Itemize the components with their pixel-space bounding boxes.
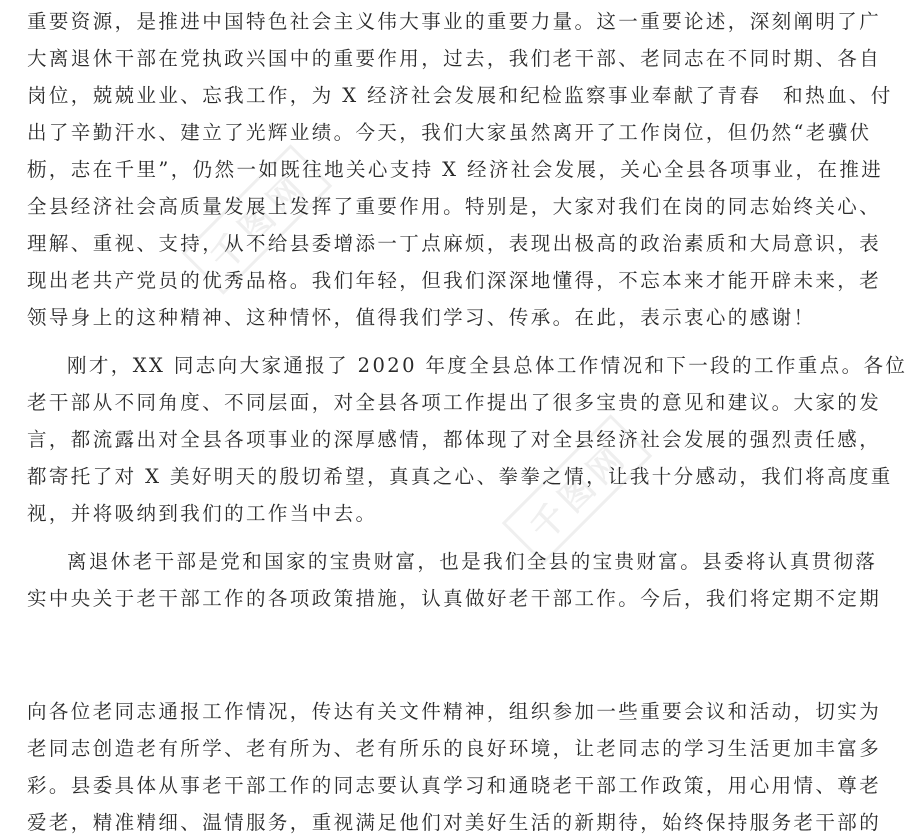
text-line: 彩。县委具体从事老干部工作的同志要认真学习和通晓老干部工作政策，用心用情、尊老 bbox=[27, 774, 882, 797]
paragraph-start-line: 离退休老干部是党和国家的宝贵财富，也是我们全县的宝贵财富。县委将认真贯彻落 bbox=[67, 550, 878, 573]
text-line: 言，都流露出对全县各项事业的深厚感情，都体现了对全县经济社会发展的强烈责任感， bbox=[27, 428, 882, 451]
text-line: 都寄托了对 X 美好明天的殷切希望，真真之心、拳拳之情，让我十分感动，我们将高度重 bbox=[27, 465, 893, 488]
paragraph-start-line: 刚才，XX 同志向大家通报了 2020 年度全县总体工作情况和下一段的工作重点。各位 bbox=[67, 354, 907, 377]
text-line: 老同志创造老有所学、老有所为、老有所乐的良好环境，让老同志的学习生活更加丰富多 bbox=[27, 737, 882, 760]
watermark-text: 千图网 bbox=[202, 165, 317, 279]
text-line: 现出老共产党员的优秀品格。我们年轻，但我们深深地懂得，不忘本来才能开辟未来，老 bbox=[27, 269, 882, 292]
text-line: 理解、重视、支持，从不给县委增添一丁点麻烦，表现出极高的政治素质和大局意识，表 bbox=[27, 232, 882, 255]
watermark-text: 千图网 bbox=[522, 435, 637, 549]
text-line: 大离退休干部在党执政兴国中的重要作用，过去，我们老干部、老同志在不同时期、各自 bbox=[27, 47, 882, 70]
text-line: 视，并将吸纳到我们的工作当中去。 bbox=[27, 502, 378, 525]
text-line: 爱老，精准精细、温情服务，重视满足他们对美好生活的新期待，始终保持服务老干部的 bbox=[27, 811, 882, 834]
text-line: 岗位，兢兢业业、忘我工作，为 X 经济社会发展和纪检监察事业奉献了青春 和热血、付 bbox=[27, 84, 893, 107]
text-line: 重要资源，是推进中国特色社会主义伟大事业的重要力量。这一重要论述，深刻阐明了广 bbox=[27, 10, 882, 33]
text-line: 领导身上的这种精神、这种情怀，值得我们学习、传承。在此，表示衷心的感谢！ bbox=[27, 306, 816, 329]
document-page-2 bbox=[0, 680, 882, 834]
text-line: 出了辛勤汗水、建立了光辉业绩。今天，我们大家虽然离开了工作岗位，但仍然“老骥伏 bbox=[27, 121, 872, 144]
text-line: 枥，志在千里”，仍然一如既往地关心支持 X 经济社会发展，关心全县各项事业，在推进 bbox=[27, 158, 884, 181]
text-line: 实中央关于老干部工作的各项政策措施，认真做好老干部工作。今后，我们将定期不定期 bbox=[27, 587, 882, 610]
text-line: 老干部从不同角度、不同层面，对全县各项工作提出了很多宝贵的意见和建议。大家的发 bbox=[27, 391, 882, 414]
text-line: 全县经济社会高质量发展上发挥了重要作用。特别是，大家对我们在岗的同志始终关心、 bbox=[27, 195, 882, 218]
text-line: 向各位老同志通报工作情况，传达有关文件精神，组织参加一些重要会议和活动，切实为 bbox=[27, 700, 882, 723]
